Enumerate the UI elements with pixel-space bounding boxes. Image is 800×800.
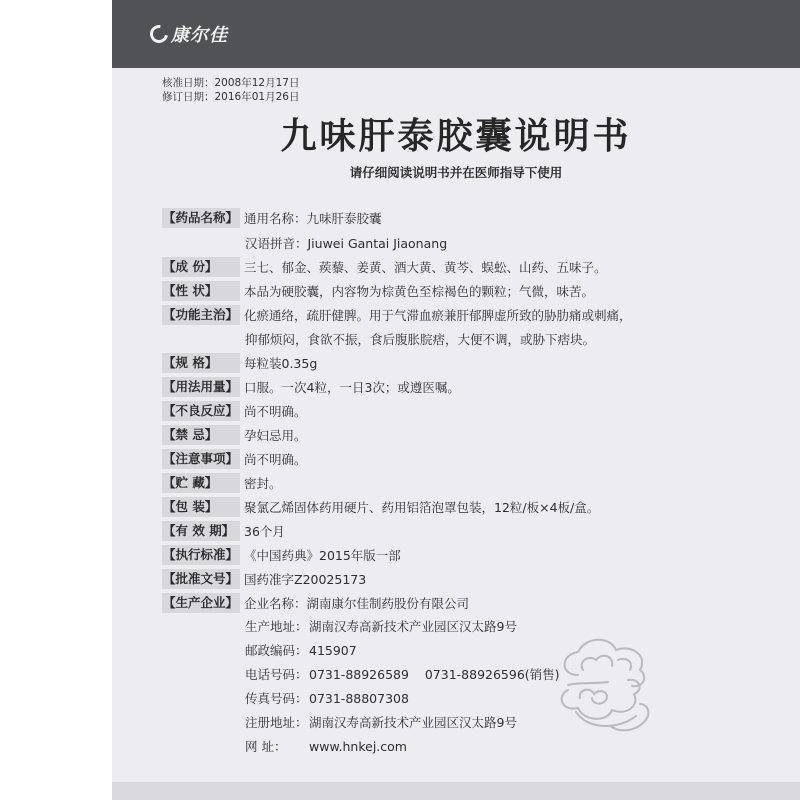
section-label: 【有 效 期】 xyxy=(162,521,240,541)
section-label: 【执行标准】 xyxy=(162,545,240,565)
section-standard xyxy=(162,545,401,565)
section-drug-name xyxy=(162,208,382,228)
section-value: 尚不明确。 xyxy=(244,404,307,419)
section-contraindications xyxy=(162,425,307,445)
section-label: 【功能主治】 xyxy=(162,305,240,325)
section-value: 每粒装0.35g xyxy=(244,356,318,371)
field-label: 网 址： xyxy=(245,739,287,754)
section-label: 【成 份】 xyxy=(162,257,240,277)
approval-date: 核准日期：2008年12月17日 xyxy=(162,77,300,89)
section-value: 国药准字Z20025173 xyxy=(244,572,367,587)
section-manufacturer xyxy=(162,593,469,613)
section-value: 本品为硬胶囊，内容物为棕黄色至棕褐色的颗粒；气微，味苦。 xyxy=(244,284,595,299)
fax-number xyxy=(245,689,409,707)
section-label: 【贮 藏】 xyxy=(162,473,240,493)
postal-code xyxy=(245,641,357,659)
manufacturer-address xyxy=(245,617,517,635)
brand-logo xyxy=(150,22,228,46)
phone-numbers xyxy=(245,665,560,683)
brand-logo-icon xyxy=(146,21,171,46)
section-label: 【注意事项】 xyxy=(162,449,240,469)
section-packaging xyxy=(162,497,599,517)
section-value: 孕妇忌用。 xyxy=(244,428,307,443)
document-title: 九味肝泰胶囊说明书 xyxy=(280,115,632,157)
section-approval-number xyxy=(162,569,366,589)
section-label: 【不良反应】 xyxy=(162,401,240,421)
section-value: 《中国药典》2015年版一部 xyxy=(244,548,401,563)
field-label: 注册地址： xyxy=(245,715,308,730)
auspicious-cloud-icon xyxy=(548,630,658,740)
section-specification xyxy=(162,353,317,373)
section-label: 【规 格】 xyxy=(162,353,240,373)
indications-continued: 抑郁烦闷，食欲不振，食后腹胀脘痞，大便不调，或胁下痞块。 xyxy=(245,332,596,347)
field-label: 邮政编码： xyxy=(245,643,308,658)
website-link[interactable]: www.hnkej.com xyxy=(309,739,407,754)
website xyxy=(245,737,407,755)
field-value: 湖南汉寿高新技术产业园区汉太路9号 xyxy=(309,619,517,634)
section-shelf-life xyxy=(162,521,285,541)
field-value: 0731-88926589 0731-88926596(销售) xyxy=(309,667,560,682)
document-subtitle: 请仔细阅读说明书并在医师指导下使用 xyxy=(349,165,563,180)
section-label: 【性 状】 xyxy=(162,281,240,301)
section-value: 密封。 xyxy=(244,476,282,491)
section-label: 【用法用量】 xyxy=(162,377,240,397)
registered-address xyxy=(245,713,517,731)
section-value: 36个月 xyxy=(244,524,285,539)
section-value: 化瘀通络，疏肝健脾。用于气滞血瘀兼肝郁脾虚所致的胁肋痛或刺痛， xyxy=(244,308,632,323)
section-ingredients xyxy=(162,257,607,277)
section-value: 通用名称：九味肝泰胶囊 xyxy=(244,211,382,226)
document-dates xyxy=(162,76,299,104)
field-value: 0731-88807308 xyxy=(309,691,409,706)
field-label: 传真号码： xyxy=(245,691,308,706)
page-bottom-edge xyxy=(112,782,800,800)
section-label: 【药品名称】 xyxy=(162,208,240,228)
section-value: 三七、郁金、蒺藜、姜黄、酒大黄、黄芩、蜈蚣、山药、五味子。 xyxy=(244,260,607,275)
section-value: 口服。一次4粒，一日3次；或遵医嘱。 xyxy=(244,380,460,395)
field-value: 415907 xyxy=(309,643,357,658)
section-adverse-reactions xyxy=(162,401,307,421)
section-label: 【包 装】 xyxy=(162,497,240,517)
revision-date: 修订日期：2016年01月26日 xyxy=(162,91,300,103)
field-value: 湖南汉寿高新技术产业园区汉太路9号 xyxy=(309,715,517,730)
section-value: 聚氯乙烯固体药用硬片、药用铝箔泡罩包装，12粒/板×4板/盒。 xyxy=(244,500,600,515)
section-dosage xyxy=(162,377,460,397)
section-value: 尚不明确。 xyxy=(244,452,307,467)
section-storage xyxy=(162,473,282,493)
section-label: 【禁 忌】 xyxy=(162,425,240,445)
section-value: 企业名称：湖南康尔佳制药股份有限公司 xyxy=(244,596,470,611)
section-description xyxy=(162,281,594,301)
section-label: 【生产企业】 xyxy=(162,593,240,613)
field-label: 生产地址： xyxy=(245,619,308,634)
section-indications xyxy=(162,305,632,325)
pinyin-name: 汉语拼音：Jiuwei Gantai Jiaonang xyxy=(245,236,448,251)
section-precautions xyxy=(162,449,307,469)
section-label: 【批准文号】 xyxy=(162,569,240,589)
field-label: 电话号码： xyxy=(245,667,308,682)
brand-name: 康尔佳 xyxy=(171,25,228,46)
